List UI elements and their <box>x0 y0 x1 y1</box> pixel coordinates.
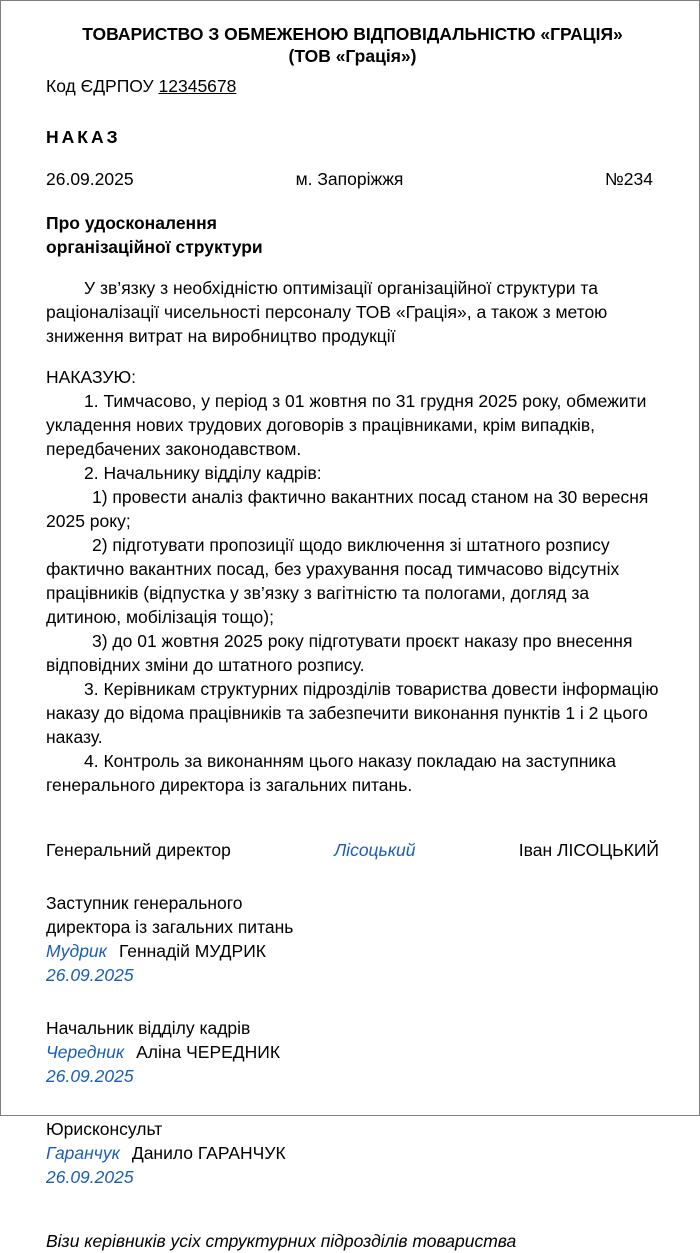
approval-position-line-1: Юрисконсульт <box>46 1119 163 1139</box>
approval-name: Аліна ЧЕРЕДНИК <box>136 1042 281 1062</box>
approval-date: 26.09.2025 <box>46 965 134 985</box>
order-subject <box>46 211 659 259</box>
company-short-name: (ТОВ «Грація») <box>288 46 417 66</box>
approval-position-line-1: Начальник відділу кадрів <box>46 1018 251 1038</box>
approval-facsimile-signature: Мудрик <box>46 941 107 961</box>
director-signature-row <box>46 838 659 862</box>
order-city: м. Запоріжжя <box>295 169 404 189</box>
edrpou-label: Код ЄДРПОУ <box>46 76 154 96</box>
approval-position-line-1: Заступник генерального <box>46 893 243 913</box>
visa-note: Візи керівників усіх структурних підрозділів товариства <box>46 1231 517 1251</box>
approval-position-line-2: директора із загальних питань <box>46 917 294 937</box>
subject-line-2: організаційної структури <box>46 237 263 257</box>
approval-block-legal-counsel <box>46 1117 659 1189</box>
director-facsimile-signature: Лісоцький <box>334 840 416 860</box>
document-type-heading: НАКАЗ <box>46 127 121 147</box>
approval-signature-line <box>46 1040 659 1064</box>
order-item-4: 4. Контроль за виконанням цього наказу покладаю на заступника генерального директора із загальних питань. <box>46 751 616 795</box>
order-item-2-sub-1: 1) провести аналіз фактично вакантних посад станом на 30 вересня 2025 року; <box>46 487 649 531</box>
subject-line-1: Про удосконалення <box>46 213 217 233</box>
order-item-3: 3. Керівникам структурних підрозділів товариства довести інформацію наказу до відома працівників та забезпечити виконання пунктів 1 і 2 цього наказу. <box>46 679 659 747</box>
order-item-2-sub-3: 3) до 01 жовтня 2025 року підготувати проєкт наказу про внесення відповідних зміни до штатного розпису. <box>46 631 633 675</box>
company-name: ТОВАРИСТВО З ОБМЕЖЕНОЮ ВІДПОВІДАЛЬНІСТЮ «ГРАЦІЯ» <box>82 24 623 44</box>
approval-signature-line <box>46 939 659 963</box>
approval-facsimile-signature: Гаранчук <box>46 1143 120 1163</box>
edrpou-value: 12345678 <box>158 76 237 96</box>
order-item-2: 2. Начальнику відділу кадрів: <box>84 463 322 483</box>
date-city-number-row <box>46 167 659 191</box>
approval-name: Данило ГАРАНЧУК <box>131 1143 286 1163</box>
approval-facsimile-signature: Чередник <box>46 1042 125 1062</box>
order-item-2-sub-2: 2) підготувати пропозиції щодо виключення зі штатного розпису фактично вакантних посад, без урахування посад тимчасово відсутніх працівників (відпустка у зв’язку з вагітністю та пологами, догляд за дитиною, мобілізація тощо); <box>46 535 620 627</box>
approval-block-deputy-director <box>46 891 659 987</box>
order-number: №234 <box>605 169 653 189</box>
approval-block-hr-head <box>46 1016 659 1088</box>
approval-date: 26.09.2025 <box>46 1167 134 1187</box>
approval-name: Геннадій МУДРИК <box>118 941 266 961</box>
approval-signature-line <box>46 1141 659 1165</box>
edrpou-line <box>46 74 659 98</box>
director-position: Генеральний директор <box>46 840 231 860</box>
preamble-paragraph: У зв’язку з необхідністю оптимізації організаційної структури та раціоналізації чисельності персоналу ТОВ «Грація», а також з метою зниження витрат на виробництво продукції <box>46 278 608 346</box>
order-items <box>46 389 659 797</box>
order-item-1: 1. Тимчасово, у період з 01 жовтня по 31 грудня 2025 року, обмежити укладення нових трудових договорів з працівниками, крім випадків, передбачених законодавством. <box>46 391 647 459</box>
order-date: 26.09.2025 <box>46 169 134 189</box>
resolution-word: НАКАЗУЮ: <box>46 367 137 387</box>
approval-date: 26.09.2025 <box>46 1066 134 1086</box>
director-name: Іван ЛІСОЦЬКИЙ <box>518 840 659 860</box>
